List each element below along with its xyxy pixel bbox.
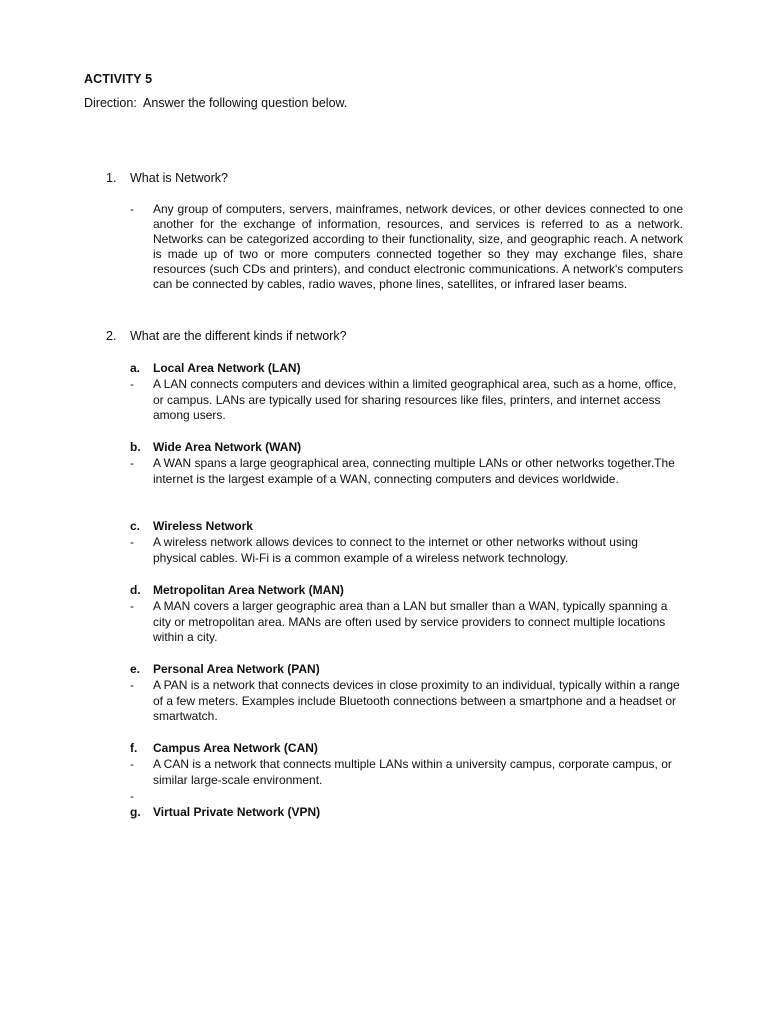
network-type-description: A CAN is a network that connects multiple LANs within a university campus, corporate campus, or similar large-scale environment.	[153, 757, 672, 787]
network-type-description: A LAN connects computers and devices within a limited geographical area, such as a home, office, or campus. LANs are typically used for sharing resources like files, printers, and internet access among users.	[153, 377, 677, 423]
network-type-name: Metropolitan Area Network (MAN)	[153, 583, 344, 597]
network-type-can	[130, 741, 686, 788]
bullet-dash: -	[130, 535, 134, 549]
question-number: 1.	[106, 171, 117, 185]
network-type-name: Wireless Network	[153, 519, 253, 533]
network-type-description: A wireless network allows devices to connect to the internet or other networks without using physical cables. Wi-Fi is a common example of a wireless network technology.	[153, 535, 638, 565]
item-letter: g.	[130, 805, 141, 819]
item-letter: c.	[130, 519, 141, 533]
network-type-man	[130, 583, 686, 646]
question-number: 2.	[106, 329, 117, 343]
network-type-body	[130, 377, 686, 424]
item-letter: b.	[130, 440, 141, 454]
network-type-heading	[130, 583, 686, 599]
item-letter: d.	[130, 583, 141, 597]
bullet-dash: -	[130, 202, 134, 216]
network-type-name: Wide Area Network (WAN)	[153, 440, 302, 454]
network-type-name: Campus Area Network (CAN)	[153, 741, 318, 755]
network-type-heading	[130, 741, 686, 757]
bullet-dash: -	[130, 789, 134, 803]
network-type-pan	[130, 662, 686, 725]
network-type-description: A WAN spans a large geographical area, connecting multiple LANs or other networks together.The internet is the largest example of a WAN, connecting computers and devices worldwide.	[153, 456, 675, 486]
network-type-wireless	[130, 519, 686, 566]
bullet-dash: -	[130, 456, 134, 470]
answer-paragraph: Any group of computers, servers, mainframes, network devices, or other devices connected to one another for the exchange of information, resources, and services is referred to as a network. Networks can be categorized according to their functionality, size, and geographic reach. A network is made up of two or more computers connected together so they may exchange files, share resources (such CDs and printers), and conduct electronic communications. A network's computers can be connected by cables, radio waves, phone lines, satellites, or infrared laser beams.	[153, 202, 683, 291]
network-type-body	[130, 757, 686, 788]
bullet-dash: -	[130, 757, 134, 771]
network-type-description: A MAN covers a larger geographic area than a LAN but smaller than a WAN, typically spanning a city or metropolitan area. MANs are often used by service providers to connect multiple locations within a city.	[153, 599, 668, 645]
question-text: What is Network?	[130, 171, 228, 185]
network-type-heading	[130, 440, 686, 456]
network-type-heading	[130, 519, 686, 535]
question-text: What are the different kinds if network?	[130, 329, 347, 343]
item-letter: e.	[130, 662, 141, 676]
activity-title: ACTIVITY 5	[84, 72, 153, 86]
network-type-body	[130, 599, 686, 646]
network-type-vpn	[130, 805, 686, 821]
bullet-dash: -	[130, 599, 134, 613]
network-type-heading	[130, 662, 686, 678]
network-type-body	[130, 678, 686, 725]
network-type-heading	[130, 805, 686, 821]
network-type-lan	[130, 361, 686, 424]
network-type-heading	[130, 361, 686, 377]
network-type-description: A PAN is a network that connects devices in close proximity to an individual, typically within a range of a few meters. Examples include Bluetooth connections between a smartphone and a headset or smartwatch.	[153, 678, 680, 724]
question-2	[106, 329, 347, 343]
question-1	[106, 171, 228, 185]
network-type-body	[130, 535, 686, 566]
answer-1	[130, 202, 686, 292]
item-letter: a.	[130, 361, 141, 375]
item-letter: f.	[130, 741, 138, 755]
network-type-name: Local Area Network (LAN)	[153, 361, 301, 375]
network-type-wan	[130, 440, 686, 487]
network-type-body	[130, 456, 686, 487]
network-type-name: Virtual Private Network (VPN)	[153, 805, 321, 819]
network-type-name: Personal Area Network (PAN)	[153, 662, 320, 676]
direction-text: Direction: Answer the following question below.	[84, 96, 348, 110]
bullet-dash: -	[130, 678, 134, 692]
bullet-dash: -	[130, 377, 134, 391]
